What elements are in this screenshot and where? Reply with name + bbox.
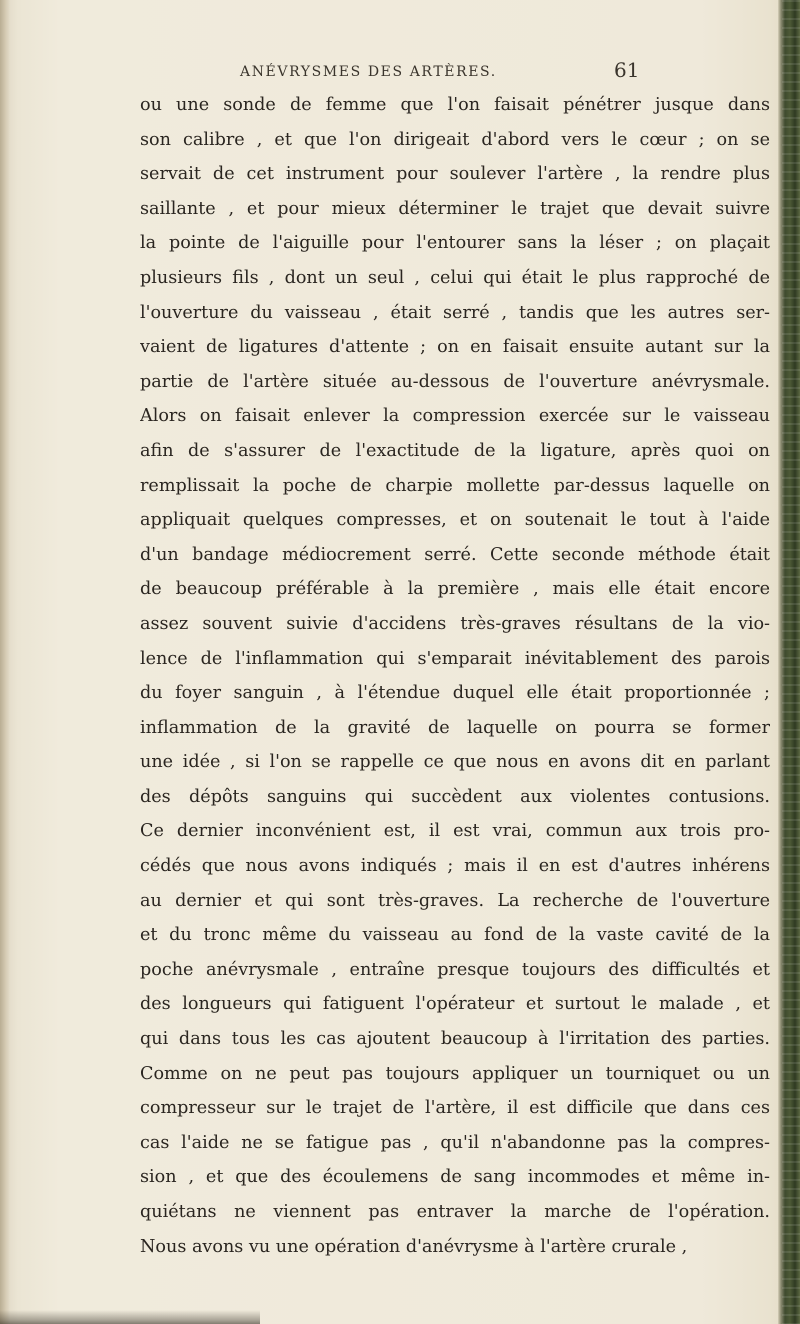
text-line: Ce dernier inconvénient est, il est vrai, commun aux trois pro- xyxy=(140,821,770,842)
text-line: la pointe de l'aiguille pour l'entourer sans la léser ; on plaçait xyxy=(140,233,770,254)
text-line: lence de l'inflammation qui s'emparait inévitablement des parois xyxy=(140,648,770,669)
page-gutter-shadow xyxy=(0,0,10,1324)
text-line: quiétans ne viennent pas entraver la marche de l'opération. xyxy=(140,1202,770,1222)
text-line: plusieurs fils , dont un seul , celui qui était le plus rapproché de xyxy=(140,267,770,288)
text-line: compresseur sur le trajet de l'artère, il est difficile que dans ces xyxy=(140,1098,770,1119)
text-line: au dernier et qui sont très-graves. La recherche de l'ouverture xyxy=(140,890,770,911)
text-line: servait de cet instrument pour soulever l'artère , la rendre plus xyxy=(140,164,770,185)
text-line: qui dans tous les cas ajoutent beaucoup à l'irritation des parties. xyxy=(140,1029,770,1050)
text-line: Nous avons vu une opération d'anévrysme à l'artère crurale , xyxy=(140,1236,688,1257)
text-line: saillante , et pour mieux déterminer le trajet que devait suivre xyxy=(140,198,770,219)
text-line: son calibre , et que l'on dirigeait d'abord vers le cœur ; on se xyxy=(140,129,770,150)
text-line: et du tronc même du vaisseau au fond de la vaste cavité de la xyxy=(140,925,770,946)
text-line: vaient de ligatures d'attente ; on en faisait ensuite autant sur la xyxy=(140,337,770,358)
text-line: cédés que nous avons indiqués ; mais il en est d'autres inhérens xyxy=(140,856,770,877)
text-line: Comme on ne peut pas toujours appliquer un tourniquet ou un xyxy=(140,1063,770,1084)
text-line: Alors on faisait enlever la compression exercée sur le vaisseau xyxy=(140,406,770,427)
running-head: ANÉVRYSMES DES ARTÈRES. xyxy=(240,64,497,80)
text-line: des longueurs qui fatiguent l'opérateur et surtout le malade , et xyxy=(140,994,770,1015)
text-line: de beaucoup préférable à la première , mais elle était encore xyxy=(140,579,770,600)
text-line: poche anévrysmale , entraîne presque toujours des difficultés et xyxy=(140,959,770,980)
text-line: une idée , si l'on se rappelle ce que nous en avons dit en parlant xyxy=(140,752,770,773)
page-number: 61 xyxy=(614,58,640,82)
text-line: d'un bandage médiocrement serré. Cette seconde méthode était xyxy=(140,544,770,565)
text-line: remplissait la poche de charpie mollette par-dessus laquelle on xyxy=(140,475,770,496)
text-line: inflammation de la gravité de laquelle on pourra se former xyxy=(140,717,770,738)
text-line: sion , et que des écoulemens de sang incommodes et même in- xyxy=(140,1167,770,1188)
body-text xyxy=(140,88,770,1264)
text-line: du foyer sanguin , à l'étendue duquel elle était proportionnée ; xyxy=(140,683,770,704)
text-line: afin de s'assurer de l'exactitude de la ligature, après quoi on xyxy=(140,440,770,461)
book-edge xyxy=(778,0,800,1324)
text-line: partie de l'artère située au-dessous de l'ouverture anévrysmale. xyxy=(140,371,770,392)
text-line: ou une sonde de femme que l'on faisait pénétrer jusque dans xyxy=(140,95,770,115)
text-line: cas l'aide ne se fatigue pas , qu'il n'abandonne pas la compres- xyxy=(140,1132,770,1153)
text-line: l'ouverture du vaisseau , était serré , tandis que les autres ser- xyxy=(140,302,770,323)
text-line: assez souvent suivie d'accidens très-graves résultans de la vio- xyxy=(140,613,770,634)
text-line: appliquait quelques compresses, et on soutenait le tout à l'aide xyxy=(140,510,770,531)
bottom-edge-shadow xyxy=(0,1310,260,1324)
text-line: des dépôts sanguins qui succèdent aux violentes contusions. xyxy=(140,786,770,807)
